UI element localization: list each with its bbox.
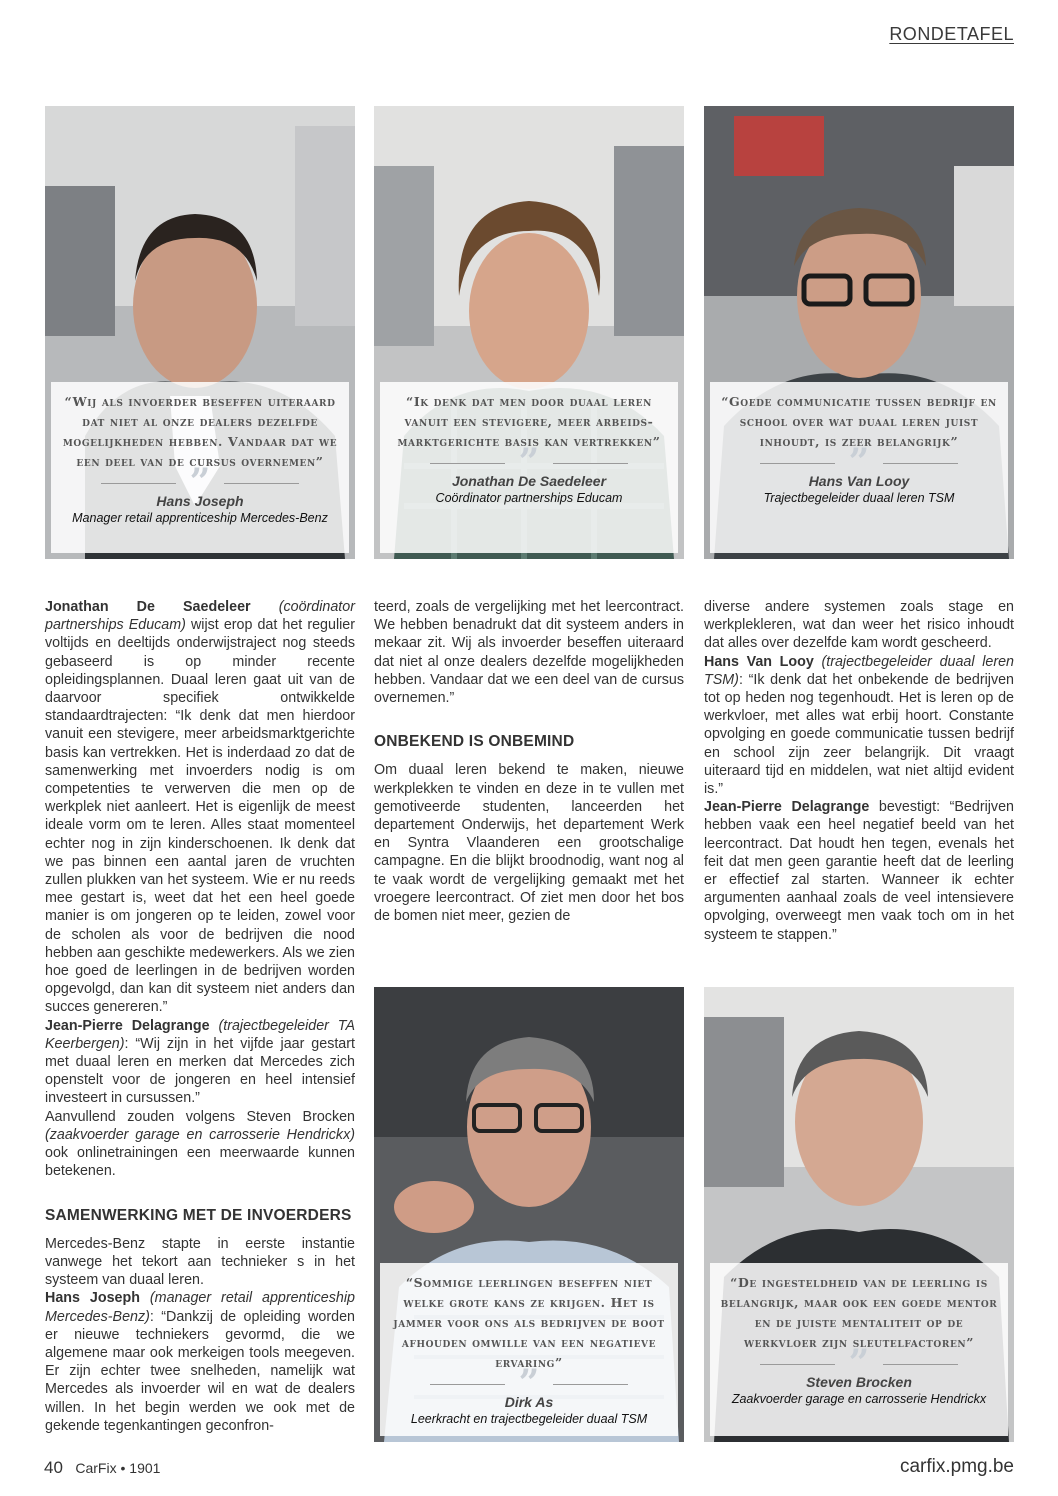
article-column-2 [374,598,684,948]
section-tag: RONDETAFEL [889,24,1014,44]
speaker-name: Hans Van Looy [704,653,814,670]
paragraph [704,653,1014,799]
quote-name: Hans Joseph [156,493,244,509]
quote-text: “De ingesteldheid van de leerling is belangrijk, maar ook een goede mentor en de juiste mentaliteit op de werkvloer zijn sleutelfactoren” [720,1275,998,1350]
quote-name: Jonathan De Saedeleer [451,473,607,489]
paragraph: Om duaal leren bekend te maken, nieuwe werkplekken te vinden en deze in te vullen met gemotiveerde studenten, lanceerden het departement Onderwijs, het departement Werk en Syntra Vlaanderen een grootschalige campagne. En die blijkt broodnodig, want nog al te vaak wordt de vergelijking gemaakt met het vroegere leercontract. Of ziet men door het bos de bomen niet meer, gezien de [374,762,684,925]
quote-role: Coördinator partnerships Educam [435,491,623,505]
section-heading: ONBEKEND IS ONBEMIND [374,733,575,751]
quote-text: “Goede communicatie tussen bedrijf en school over wat duaal leren juist inhoudt, is zeer belangrijk” [721,394,997,449]
article-column-3 [704,598,1014,948]
section-heading: SAMENWERKING MET DE INVOERDERS [45,1206,352,1224]
paragraph: teerd, zoals de vergelijking met het leercontract. We hebben benadrukt dat dit systeem anders in mekaar zit. Wij als invoerder beseffen uiteraard dat niet al onze dealers dezelfde mogelijkheden hebben. Vandaar dat we een deel van de cursus overnemen.” [374,599,684,707]
paragraph: diverse andere systemen zoals stage en werkplekleren, wat dan weer het risico inhoudt dat alles over dezelfde kam wordt gescheerd. [704,599,1014,652]
quote-box [710,1263,1008,1436]
quote-name: Steven Brocken [806,1374,912,1390]
quote-mark-icon: ” [518,441,540,483]
photo-hans-van-looy [704,106,1014,559]
body-text: wijst erop dat het regulier voltijds en deeltijds onderwijstraject nog steeds gebaseerd is op minder recente opleidingsplannen. Duaal leren gaat uit van de daarvoor specifiek ontwikkelde standaardtrajecten: “Ik denk dat men hierdoor vanuit een stevigere, meer arbeidsmarktgerichte basis kan vertrekken. Het is inderdaad zo dat de samenwerking met invoerders nodig is om competenties te verwerven die men op de werkplek niet aanleert. Het is eigenlijk de meest ideale vorm om te leren. Alles staat momenteel echter nog in zijn kinderschoenen. Ik denk dat we pas binnen een aantal jaren de vruchten zullen plukken van het systeem. Wie er nu reeds mee gestart is, weet dat het een heel goede manier is om jongeren op te leiden, zowel voor de scholen als voor de bedrijven die nood hebben aan geschikte medewerkers. Als we zien hoe goed de leerlingen in de bedrijven worden opgevolgd, dan kan dit systeem niet anders dan succes genereren.” [45,617,356,1016]
paragraph [45,1108,355,1181]
speaker-name: Jonathan De Saedeleer [45,599,251,615]
quote-role: Zaakvoerder garage en carrosserie Hendrickx [731,1392,987,1406]
page-number: 40 [44,1458,63,1477]
quote-mark-icon: ” [848,1342,870,1384]
speaker-role: (trajectbegeleider duaal leren TSM) [704,653,1014,688]
quote-box [380,382,678,553]
quote-mark-icon: ” [848,441,870,483]
quote-text: “Wij als invoerder beseffen uiteraard dat niet al onze dealers dezelfde mogelijkheden hebben. Vandaar dat we een deel van de cursus overnemen” [62,394,338,469]
speaker-role: (manager retail apprenticeship Mercedes-Benz) [45,1290,355,1325]
body-text: : “Dankzij de opleiding worden er nieuwe techniekers gevormd, die we algemene maar ook merkeigen tools meegeven. Er zijn echter twee snelheden, namelijk wat Mercedes als invoerder wil en wat de dealers willen. In het begin werden we ook met de gekende tegenkantingen geconfron- [45,1308,355,1434]
footer-left [44,1458,160,1478]
quote-mark-icon: ” [518,1362,540,1404]
photo-jonathan-de-saedeleer [374,106,684,559]
quote-mark-icon: ” [189,461,211,503]
speaker-name: Jean-Pierre Delagrange [704,799,870,816]
photo-hans-joseph [45,106,355,559]
speaker-name: Hans Joseph [45,1290,140,1307]
photo-dirk-as [374,987,684,1442]
quote-box [51,382,349,553]
speaker-name: Jean-Pierre Delagrange [45,1017,210,1034]
website-link[interactable]: carfix.pmg.be [899,1456,1014,1477]
speaker-role: (coördinator partnerships Educam) [45,599,355,634]
body-text: ook onlinetrainingen een meerwaarde kunnen betekenen. [45,1145,355,1180]
quote-text: “Sommige leerlingen beseffen niet welke grote kans ze krijgen. Het is jammer voor ons als bedrijven de boot afhouden omwille van een negatieve ervaring” [393,1275,665,1370]
body-text: bevestigt: “Bedrijven hebben vaak een heel negatief beeld van het leercontract. Dat houdt hen tegen, evenals het feit dat men geen garantie heeft dat de leerling er effectief zal starten. Wanneer ik echter argumenten aanhaal zoals de veel intensievere opvolging, overweegt men vaak toch om in het systeem te stappen.” [704,799,1014,943]
paragraph [45,598,355,1017]
quote-name: Hans Van Looy [808,473,910,489]
body-text: Aanvullend zouden volgens Steven Brocken [45,1108,355,1125]
article-column-1 [45,598,355,1450]
quote-box [380,1263,678,1436]
quote-name: Dirk As [504,1394,554,1410]
quote-text: “Ik denk dat men door duaal leren vanuit een stevigere, meer arbeids-marktgerichte basis kan vertrekken” [397,394,661,449]
photo-steven-brocken [704,987,1014,1442]
speaker-role: (trajectbegeleider TA Keerbergen) [45,1017,355,1052]
paragraph [45,1017,355,1108]
paragraph: Mercedes-Benz stapte in eerste instantie vanwege het tekort aan technieker s in het systeem van duaal leren. [45,1235,355,1289]
quote-role: Trajectbegeleider duaal leren TSM [763,491,955,505]
quote-box [710,382,1008,553]
paragraph [45,1289,355,1435]
body-text: : “Ik denk dat het onbekende de bedrijven tot op heden nog tegenhoudt. Het is leren op de werkvloer, met alles wat erbij hoort. Constante opvolging en goede communicatie tussen bedrijf en school zijn zeer belangrijk. Dit vraagt uiteraard tijd en middelen, wat niet altijd evident is.” [704,671,1014,798]
publication-name: CarFix • 1901 [75,1460,161,1476]
quote-role: Manager retail apprenticeship Mercedes-Benz [72,511,328,525]
paragraph [704,798,1014,944]
speaker-role: (zaakvoerder garage en carrosserie Hendrickx) [45,1126,355,1143]
quote-role: Leerkracht en trajectbegeleider duaal TSM [410,1412,648,1426]
body-text: : “Wij zijn in het vijfde jaar gestart met duaal leren en merken dat Mercedes zich openstelt voor de jongeren en heel intensief investeert in cursussen.” [45,1035,355,1107]
